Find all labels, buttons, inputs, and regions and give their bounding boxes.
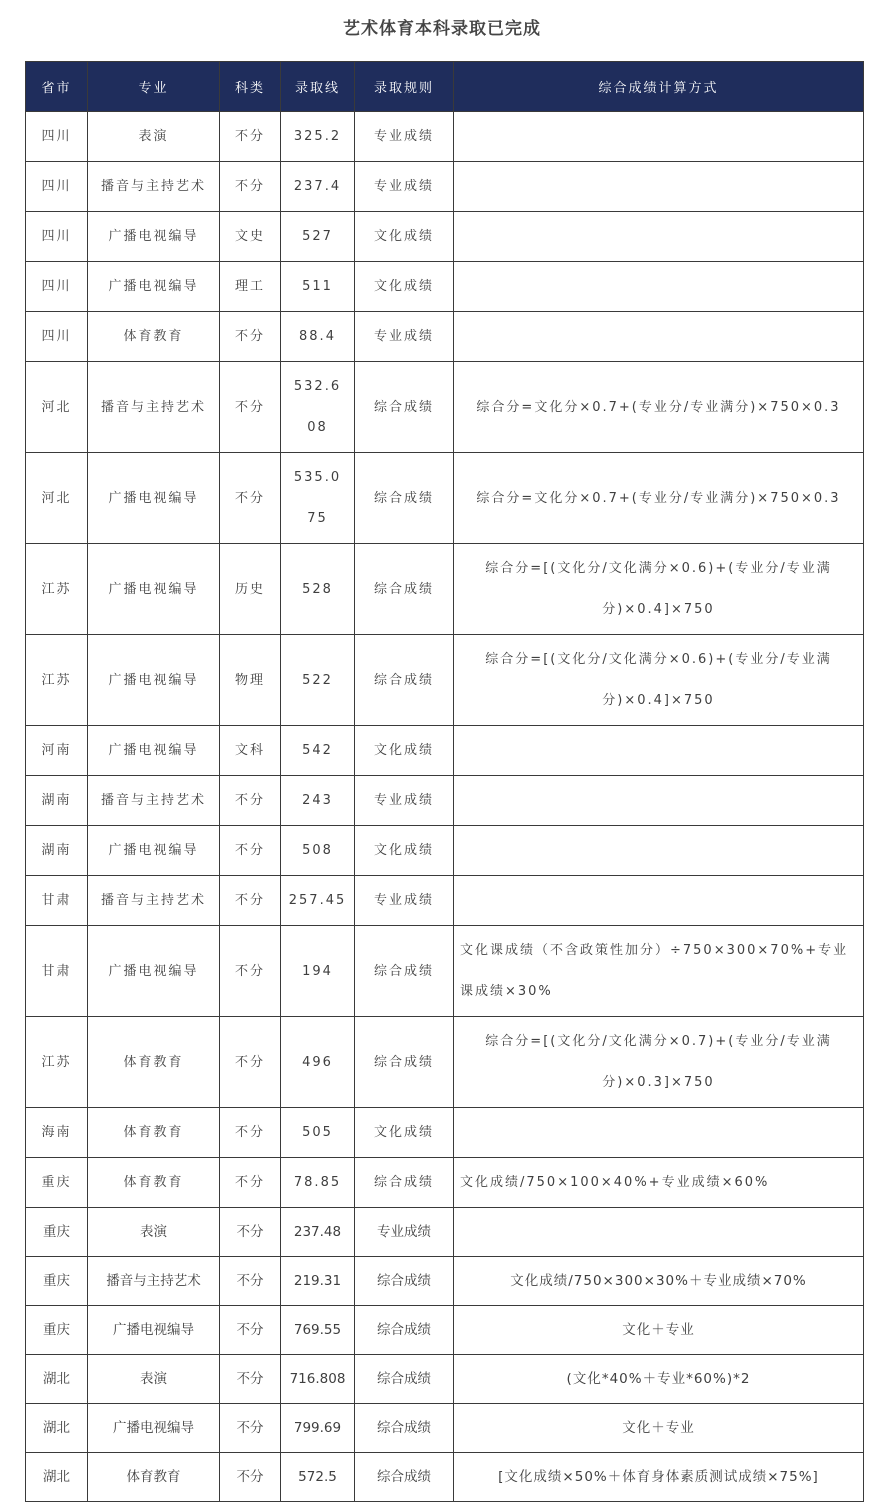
cell-score: 535.075 [281, 453, 355, 544]
cell-score: 508 [281, 826, 355, 876]
cell-category: 文史 [220, 212, 281, 262]
cell-category: 不分 [220, 826, 281, 876]
cell-category: 理工 [220, 262, 281, 312]
cell-category: 不分 [220, 312, 281, 362]
cell-score: 237.4 [281, 162, 355, 212]
cell-category: 不分 [220, 776, 281, 826]
cell-rule: 综合成绩 [355, 1017, 454, 1108]
cell-province: 四川 [26, 262, 88, 312]
table-row [26, 1158, 864, 1208]
cell-major: 播音与主持艺术 [88, 162, 220, 212]
cell-category: 不分 [220, 1108, 281, 1158]
cell-province: 湖南 [26, 826, 88, 876]
cell-major: 表演 [88, 112, 220, 162]
table-row [26, 312, 864, 362]
cell-category: 不分 [220, 162, 281, 212]
cell-rule: 综合成绩 [355, 926, 454, 1017]
cell-province: 四川 [26, 212, 88, 262]
cell-province: 河南 [26, 726, 88, 776]
cell-major: 广播电视编导 [88, 212, 220, 262]
cell-province: 甘肃 [26, 876, 88, 926]
cell-province: 江苏 [26, 635, 88, 726]
page-title: 艺术体育本科录取已完成 [343, 19, 541, 39]
cell-formula: 文化成绩/750×100×40%+专业成绩×60% [454, 1158, 864, 1208]
cell-rule: 综合成绩 [355, 453, 454, 544]
table-body [26, 112, 864, 1502]
cell-score: 496 [281, 1017, 355, 1108]
table-row [26, 926, 864, 1017]
table-row [26, 1257, 864, 1306]
cell-province: 重庆 [26, 1158, 88, 1208]
cell-score: 237.48 [281, 1208, 355, 1257]
cell-score: 88.4 [281, 312, 355, 362]
cell-major: 播音与主持艺术 [88, 776, 220, 826]
cell-province: 甘肃 [26, 926, 88, 1017]
cell-formula [454, 312, 864, 362]
cell-score: 799.69 [281, 1404, 355, 1453]
cell-score: 572.5 [281, 1453, 355, 1502]
cell-formula: 文化＋专业 [454, 1306, 864, 1355]
table-row [26, 726, 864, 776]
cell-province: 江苏 [26, 544, 88, 635]
cell-rule: 综合成绩 [355, 1158, 454, 1208]
cell-province: 重庆 [26, 1208, 88, 1257]
cell-major: 体育教育 [88, 1158, 220, 1208]
cell-score: 511 [281, 262, 355, 312]
cell-score: 78.85 [281, 1158, 355, 1208]
cell-formula [454, 876, 864, 926]
cell-score: 325.2 [281, 112, 355, 162]
cell-category: 不分 [220, 1208, 281, 1257]
cell-major: 广播电视编导 [88, 1306, 220, 1355]
cell-major: 广播电视编导 [88, 726, 220, 776]
cell-major: 广播电视编导 [88, 1404, 220, 1453]
cell-rule: 专业成绩 [355, 876, 454, 926]
cell-formula [454, 1208, 864, 1257]
cell-formula: 综合分=文化分×0.7+(专业分/专业满分)×750×0.3 [454, 362, 864, 453]
table-row [26, 876, 864, 926]
cell-rule: 综合成绩 [355, 1257, 454, 1306]
cell-major: 广播电视编导 [88, 453, 220, 544]
table-row [26, 826, 864, 876]
cell-score: 527 [281, 212, 355, 262]
admission-table [25, 61, 864, 1502]
table-row [26, 453, 864, 544]
cell-rule: 文化成绩 [355, 1108, 454, 1158]
cell-category: 不分 [220, 1158, 281, 1208]
cell-major: 体育教育 [88, 312, 220, 362]
cell-province: 湖北 [26, 1404, 88, 1453]
cell-score: 505 [281, 1108, 355, 1158]
cell-major: 表演 [88, 1208, 220, 1257]
cell-rule: 综合成绩 [355, 635, 454, 726]
cell-major: 广播电视编导 [88, 926, 220, 1017]
table-row [26, 362, 864, 453]
table-row [26, 1208, 864, 1257]
cell-major: 播音与主持艺术 [88, 1257, 220, 1306]
cell-major: 体育教育 [88, 1453, 220, 1502]
cell-formula [454, 726, 864, 776]
cell-category: 文科 [220, 726, 281, 776]
cell-formula: 综合分=文化分×0.7+(专业分/专业满分)×750×0.3 [454, 453, 864, 544]
cell-rule: 综合成绩 [355, 1355, 454, 1404]
cell-formula [454, 826, 864, 876]
cell-formula: 综合分=[(文化分/文化满分×0.6)+(专业分/专业满分)×0.4]×750 [454, 544, 864, 635]
table-header-row [26, 62, 864, 112]
cell-score: 532.608 [281, 362, 355, 453]
cell-category: 不分 [220, 1017, 281, 1108]
cell-province: 四川 [26, 162, 88, 212]
cell-category: 不分 [220, 1257, 281, 1306]
cell-formula [454, 262, 864, 312]
table-row [26, 1453, 864, 1502]
cell-formula: 综合分=[(文化分/文化满分×0.7)+(专业分/专业满分)×0.3]×750 [454, 1017, 864, 1108]
cell-formula: 文化＋专业 [454, 1404, 864, 1453]
cell-category: 历史 [220, 544, 281, 635]
cell-rule: 综合成绩 [355, 1306, 454, 1355]
cell-formula [454, 162, 864, 212]
table-row [26, 776, 864, 826]
cell-major: 体育教育 [88, 1108, 220, 1158]
cell-score: 769.55 [281, 1306, 355, 1355]
header-category: 科类 [220, 62, 281, 112]
cell-score: 542 [281, 726, 355, 776]
table-row [26, 112, 864, 162]
cell-major: 播音与主持艺术 [88, 876, 220, 926]
cell-formula: 文化成绩/750×300×30%＋专业成绩×70% [454, 1257, 864, 1306]
cell-major: 体育教育 [88, 1017, 220, 1108]
cell-rule: 专业成绩 [355, 312, 454, 362]
cell-category: 不分 [220, 876, 281, 926]
cell-score: 522 [281, 635, 355, 726]
table-row [26, 1355, 864, 1404]
cell-rule: 文化成绩 [355, 826, 454, 876]
table-row [26, 212, 864, 262]
cell-rule: 综合成绩 [355, 1453, 454, 1502]
cell-major: 广播电视编导 [88, 544, 220, 635]
cell-category: 不分 [220, 453, 281, 544]
cell-province: 重庆 [26, 1257, 88, 1306]
cell-category: 不分 [220, 1453, 281, 1502]
cell-rule: 文化成绩 [355, 212, 454, 262]
header-formula: 综合成绩计算方式 [454, 62, 864, 112]
cell-province: 江苏 [26, 1017, 88, 1108]
cell-province: 河北 [26, 362, 88, 453]
cell-formula: 综合分=[(文化分/文化满分×0.6)+(专业分/专业满分)×0.4]×750 [454, 635, 864, 726]
cell-category: 不分 [220, 1355, 281, 1404]
cell-province: 湖北 [26, 1453, 88, 1502]
cell-rule: 文化成绩 [355, 726, 454, 776]
cell-formula: (文化*40%＋专业*60%)*2 [454, 1355, 864, 1404]
cell-formula: [文化成绩×50%＋体育身体素质测试成绩×75%] [454, 1453, 864, 1502]
table-row [26, 1306, 864, 1355]
cell-category: 物理 [220, 635, 281, 726]
cell-formula [454, 212, 864, 262]
table-row [26, 635, 864, 726]
header-score: 录取线 [281, 62, 355, 112]
cell-major: 播音与主持艺术 [88, 362, 220, 453]
cell-score: 528 [281, 544, 355, 635]
cell-rule: 专业成绩 [355, 112, 454, 162]
table-row [26, 262, 864, 312]
table-row [26, 1108, 864, 1158]
cell-category: 不分 [220, 926, 281, 1017]
cell-score: 194 [281, 926, 355, 1017]
cell-province: 重庆 [26, 1306, 88, 1355]
cell-rule: 文化成绩 [355, 262, 454, 312]
cell-province: 四川 [26, 112, 88, 162]
cell-category: 不分 [220, 1306, 281, 1355]
cell-province: 河北 [26, 453, 88, 544]
cell-province: 海南 [26, 1108, 88, 1158]
cell-rule: 综合成绩 [355, 362, 454, 453]
cell-major: 广播电视编导 [88, 262, 220, 312]
cell-major: 广播电视编导 [88, 826, 220, 876]
cell-score: 257.45 [281, 876, 355, 926]
cell-rule: 综合成绩 [355, 1404, 454, 1453]
cell-rule: 专业成绩 [355, 776, 454, 826]
cell-formula [454, 112, 864, 162]
cell-rule: 综合成绩 [355, 544, 454, 635]
table-row [26, 544, 864, 635]
cell-major: 广播电视编导 [88, 635, 220, 726]
cell-province: 湖南 [26, 776, 88, 826]
cell-formula [454, 1108, 864, 1158]
cell-score: 243 [281, 776, 355, 826]
table-row [26, 1017, 864, 1108]
cell-province: 湖北 [26, 1355, 88, 1404]
table-row [26, 162, 864, 212]
cell-category: 不分 [220, 112, 281, 162]
header-rule: 录取规则 [355, 62, 454, 112]
header-major: 专业 [88, 62, 220, 112]
cell-score: 219.31 [281, 1257, 355, 1306]
cell-formula: 文化课成绩（不含政策性加分）÷750×300×70%+专业课成绩×30% [454, 926, 864, 1017]
cell-rule: 专业成绩 [355, 1208, 454, 1257]
cell-rule: 专业成绩 [355, 162, 454, 212]
header-province: 省市 [26, 62, 88, 112]
cell-province: 四川 [26, 312, 88, 362]
cell-category: 不分 [220, 1404, 281, 1453]
cell-major: 表演 [88, 1355, 220, 1404]
cell-category: 不分 [220, 362, 281, 453]
cell-score: 716.808 [281, 1355, 355, 1404]
table-row [26, 1404, 864, 1453]
cell-formula [454, 776, 864, 826]
